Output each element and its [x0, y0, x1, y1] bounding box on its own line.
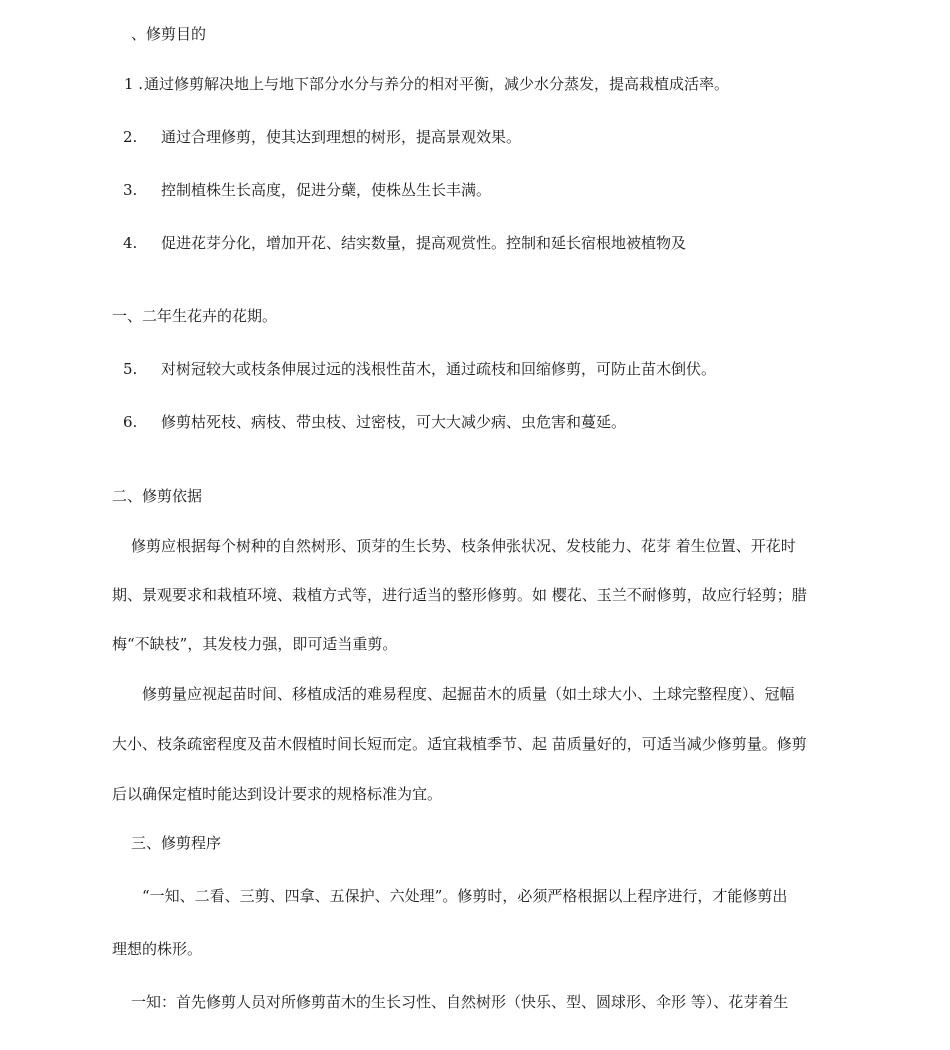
list-number: 1 .	[124, 75, 144, 93]
paragraph-line: 理想的株形。	[112, 940, 203, 958]
continuation-text: 一、二年生花卉的花期。	[112, 307, 278, 325]
heading-purpose: 、修剪目的	[131, 25, 207, 43]
list-number: 6.	[123, 413, 138, 431]
list-text: 促进花芽分化，增加开花、结实数量，提高观赏性。控制和延长宿根地被植物及	[161, 234, 687, 252]
heading-procedure: 三、修剪程序	[131, 834, 222, 852]
paragraph-line: 后以确保定植时能达到设计要求的规格标准为宜。	[112, 785, 443, 803]
paragraph-line: 梅“不缺枝”，其发枝力强，即可适当重剪。	[112, 635, 398, 653]
paragraph-line: 大小、枝条疏密程度及苗木假植时间长短而定。适宜栽植季节、起 苗质量好的，可适当减少修剪量。修剪	[112, 735, 807, 753]
list-number: 3.	[123, 181, 138, 199]
list-item	[124, 74, 729, 94]
list-item	[123, 233, 686, 253]
list-number: 4.	[123, 234, 138, 252]
paragraph-line: 修剪应根据每个树种的自然树形、顶芽的生长势、枝条伸张状况、发枝能力、花芽 着生位置、开花时	[131, 537, 796, 555]
list-text: 修剪枯死枝、病枝、带虫枝、过密枝，可大大减少病、虫危害和蔓延。	[161, 413, 627, 431]
paragraph-line: 期、景观要求和栽植环境、栽植方式等，进行适当的整形修剪。如 樱花、玉兰不耐修剪，故应行轻剪；腊	[112, 586, 807, 604]
paragraph-line: “一知、二看、三剪、四拿、五保护、六处理”。修剪时，必须严格根据以上程序进行，才能修剪出	[142, 887, 788, 905]
list-text: 通过修剪解决地上与地下部分水分与养分的相对平衡，减少水分蒸发，提高栽植成活率。	[144, 75, 730, 93]
list-number: 2.	[123, 128, 138, 146]
heading-basis: 二、修剪依据	[112, 487, 203, 505]
list-number: 5.	[123, 360, 138, 378]
paragraph-line: 一知：首先修剪人员对所修剪苗木的生长习性、自然树形（快乐、型、圆球形、伞形 等）、花芽着生	[131, 993, 789, 1011]
list-text: 通过合理修剪，使其达到理想的树形，提高景观效果。	[161, 128, 522, 146]
list-text: 控制植株生长高度，促进分蘖，使株丛生长丰满。	[161, 181, 492, 199]
list-item	[123, 412, 626, 432]
list-item	[123, 359, 716, 379]
list-item	[123, 180, 491, 200]
paragraph-line: 修剪量应视起苗时间、移植成活的难易程度、起掘苗木的质量（如土球大小、土球完整程度）、冠幅	[142, 685, 795, 703]
list-item	[123, 127, 521, 147]
list-text: 对树冠较大或枝条伸展过远的浅根性苗木，通过疏枝和回缩修剪，可防止苗木倒伏。	[161, 360, 717, 378]
